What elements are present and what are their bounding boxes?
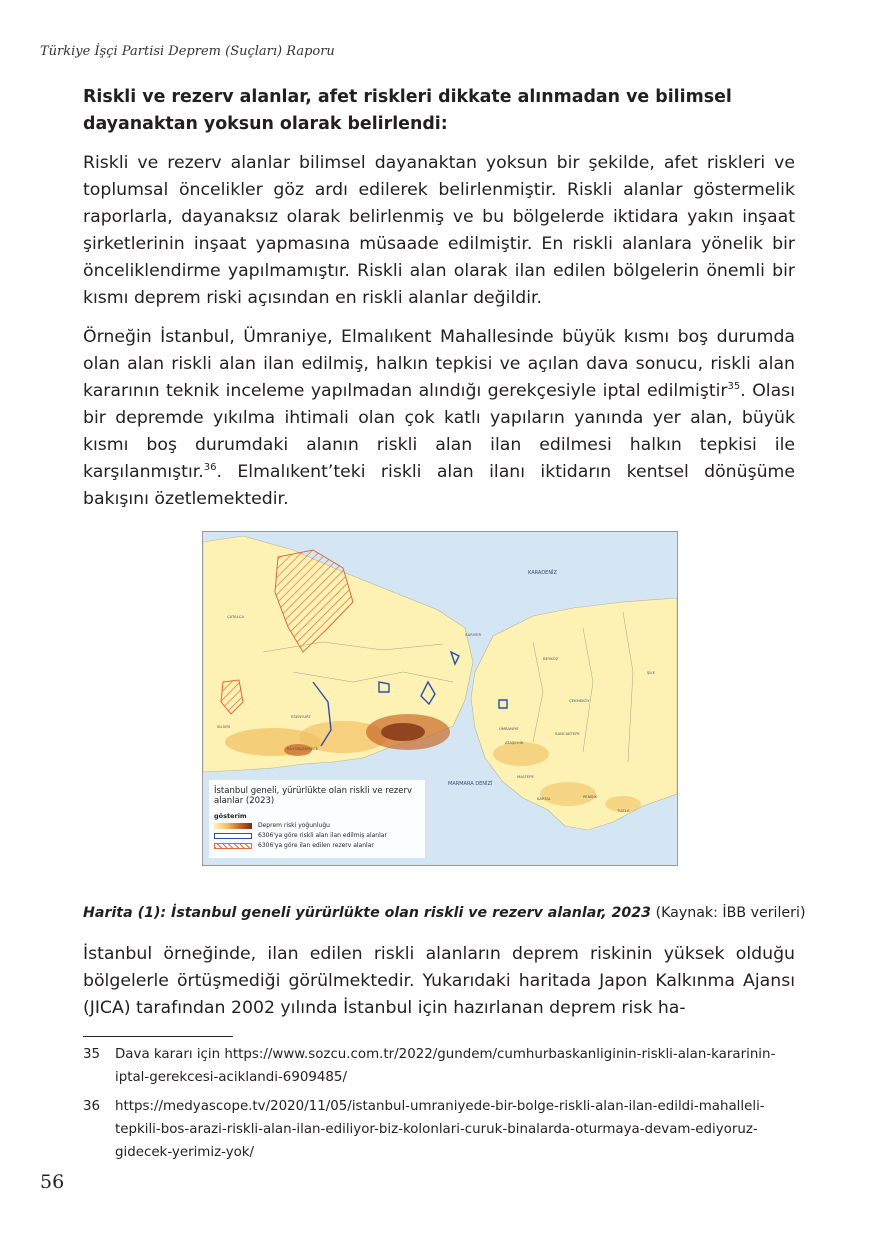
paragraph-3: İstanbul örneğinde, ilan edilen riskli alanların deprem riskinin yüksek olduğu bölgelerle örtüşmediği görülmektedir. Yukarıdaki haritada Japon Kalkınma Ajansı (JICA) tarafından 2002 yılında İstanbul için hazırlanan deprem risk ha- bbox=[83, 944, 795, 1018]
paragraph-1: Riskli ve rezerv alanlar bilimsel dayanaktan yoksun bir şekilde, afet riskleri ve toplumsal öncelikler göz ardı edilerek belirlenmiştir. Riskli alanlar göstermelik raporlarla, dayanaksız olarak belirlenmiş ve bu bölgelerde iktidara yakın inşaat şirketlerinin inşaat yapmasına müsaade edilmiştir. En riskli alanlara yönelik bir önceliklendirme yapılmamıştır. Riskli alan olarak ilan edilen bölgelerin önemli bir kısmı deprem riski açısından en riskli alanlar değildir. bbox=[83, 153, 795, 308]
paragraph-2-part-b: . Olası bir depremde yıkılma ihtimali olan çok katlı yapıların yanında yer alan, büyük kısmı boş durumdaki alanın riskli alan ilan edilmesi halkın tepkisi ile karşılanmıştır. bbox=[83, 381, 795, 482]
district-label: TUZLA bbox=[617, 808, 630, 813]
district-label: PENDİK bbox=[583, 794, 598, 799]
caption-title: Harita (1): İstanbul geneli yürürlükte olan riskli ve rezerv alanlar, 2023 bbox=[83, 905, 652, 921]
risky-area-swatch bbox=[214, 833, 252, 839]
section-heading: Riskli ve rezerv alanlar, afet riskleri dikkate alınmadan ve bilimsel dayanaktan yoksun olarak belirlendi: bbox=[83, 87, 732, 134]
footnote-text[interactable]: https://medyascope.tv/2020/11/05/istanbul-umraniyede-bir-bolge-riskli-alan-ilan-edildi-mahalleli-tepkili-bos-arazi-riskli-alan-ilan-ediliyor-biz-kolonlari-curuk-binalarda-oturmaya-devam-ediyoruz-gidecek-yerimiz-yok/ bbox=[115, 1099, 765, 1160]
district-label: ÇEKMEKÖY bbox=[569, 698, 590, 703]
running-head: Türkiye İşçi Partisi Deprem (Suçları) Raporu bbox=[40, 44, 335, 59]
district-label: ÜMRANİYE bbox=[499, 726, 519, 731]
footnote-rule bbox=[83, 1036, 233, 1037]
footnote-ref-35[interactable]: 35 bbox=[727, 381, 741, 393]
page-number: 56 bbox=[40, 1171, 65, 1193]
legend-label: 6306'ya göre ilan edilen rezerv alanlar bbox=[258, 842, 374, 849]
legend-title: İstanbul geneli, yürürlükte olan riskli ve rezerv alanlar (2023) bbox=[214, 786, 413, 806]
district-label: SİLİVRİ bbox=[217, 724, 231, 729]
footnote-text[interactable]: Dava kararı için https://www.sozcu.com.tr/2022/gundem/cumhurbaskanliginin-riskli-alan-kararinin-iptal-gerekcesi-aciklandi-6909485/ bbox=[115, 1047, 776, 1085]
caption-source: (Kaynak: İBB verileri) bbox=[655, 905, 806, 921]
map-legend bbox=[209, 780, 425, 858]
paragraph-2-part-a: Örneğin İstanbul, Ümraniye, Elmalıkent Mahallesinde büyük kısmı boş durumda olan alan riskli alan ilan edilmiş, halkın tepkisi ve açılan dava sonucu, riskli alan kararının teknik inceleme yapılmadan alındığı gerekçesiyle iptal edilmiştir bbox=[83, 327, 795, 401]
district-label: ESENYURT bbox=[291, 714, 311, 719]
paragraph-2 bbox=[83, 324, 795, 513]
district-label: SARIYER bbox=[465, 632, 482, 637]
district-label: MALTEPE bbox=[517, 774, 534, 779]
legend-row-risk-density bbox=[214, 822, 330, 829]
footnote-number: 35 bbox=[83, 1047, 101, 1062]
sea-label-marmara: MARMARA DENİZİ bbox=[448, 781, 493, 787]
district-label: KARTAL bbox=[537, 796, 552, 801]
district-label: BÜYÜKÇEKMECE bbox=[287, 746, 319, 751]
legend-heading: gösterim bbox=[214, 812, 247, 820]
risk-density-swatch bbox=[214, 823, 252, 829]
legend-row-reserve-area bbox=[214, 842, 374, 849]
reserve-area-swatch bbox=[214, 843, 252, 849]
legend-row-risky-area bbox=[214, 832, 387, 839]
footnote-number: 36 bbox=[83, 1099, 101, 1114]
map-caption bbox=[83, 905, 805, 921]
sea-label-black-sea: KARADENİZ bbox=[528, 570, 557, 576]
footnote-36 bbox=[83, 1095, 795, 1164]
legend-label: Deprem riski yoğunluğu bbox=[258, 822, 330, 829]
district-label: ŞİLE bbox=[647, 670, 656, 675]
district-label: SANCAKTEPE bbox=[555, 731, 580, 736]
footnote-35 bbox=[83, 1043, 795, 1089]
district-label: ÇATALCA bbox=[227, 614, 244, 619]
istanbul-risk-map bbox=[202, 531, 678, 866]
paragraph-2-part-c: . Elmalıkent’teki riskli alan ilanı iktidarın kentsel dönüşüme bakışını özetlemektedir. bbox=[83, 462, 795, 509]
district-label: BEYKOZ bbox=[543, 656, 559, 661]
legend-label: 6306'ya göre riskli alan ilan edilmiş alanlar bbox=[258, 832, 387, 839]
district-label: ATAŞEHİR bbox=[505, 740, 524, 745]
footnote-ref-36[interactable]: 36 bbox=[203, 462, 217, 474]
